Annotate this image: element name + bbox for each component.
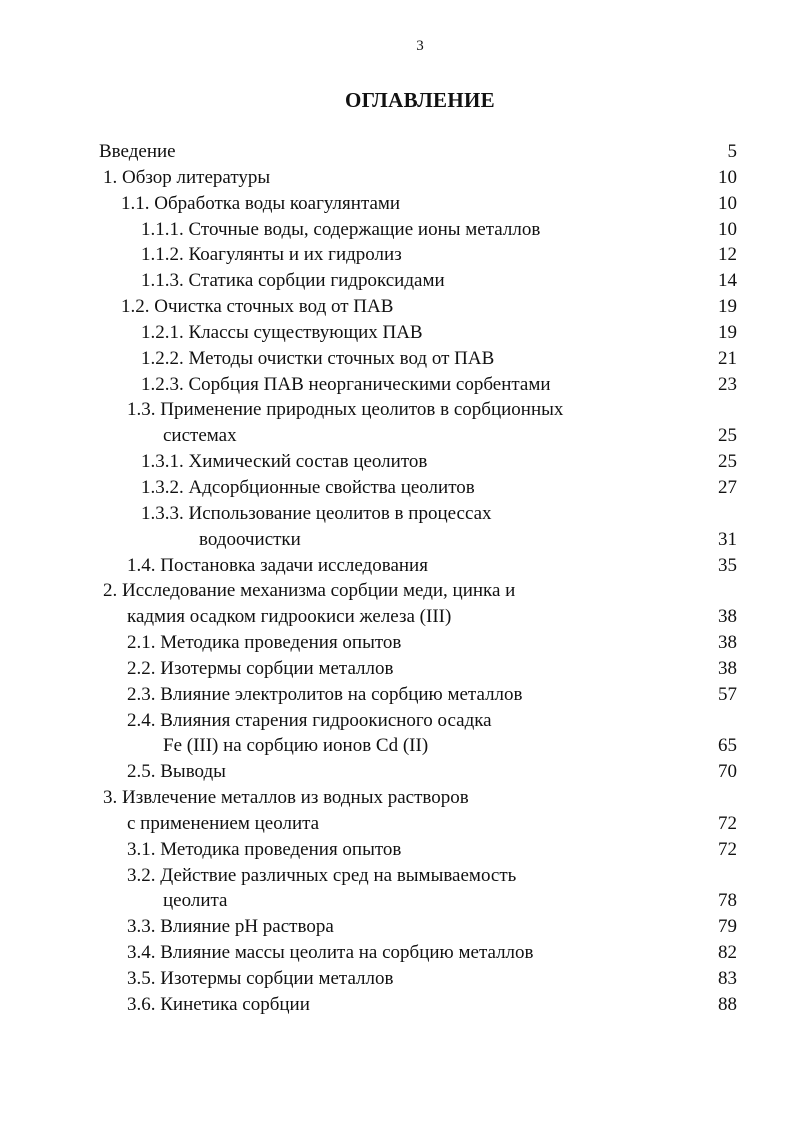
toc-entry-title: 3.5. Изотермы сорбции металлов (127, 968, 394, 989)
toc-entry (0, 888, 794, 914)
toc-entry-title: 3.6. Кинетика сорбции (127, 993, 310, 1015)
toc-entry (0, 733, 794, 759)
toc-entry-title: 2.2. Изотермы сорбции металлов (127, 657, 394, 679)
toc-entry (0, 682, 794, 708)
toc-entry-title: 2. Исследование механизма сорбции меди, цинка и (103, 580, 516, 602)
toc-entry (0, 837, 794, 863)
toc-entry (0, 320, 794, 346)
toc-entry-title: 1.1.1. Сточные воды, содержащие ионы металлов (141, 218, 541, 240)
toc-entry (0, 759, 794, 785)
toc-entry (0, 992, 794, 1018)
toc-entry-page: 72 (718, 838, 737, 860)
toc-entry (0, 914, 794, 940)
toc-entry-title: цеолита (163, 890, 228, 912)
toc-entry (0, 268, 794, 294)
toc-entry-page: 21 (718, 347, 737, 369)
toc-entry-page: 83 (718, 968, 737, 989)
toc-entry-page: 27 (718, 476, 737, 498)
toc-entry-title: 3.4. Влияние массы цеолита на сорбцию металлов (127, 942, 534, 964)
toc-entry (0, 708, 794, 734)
toc-entry-title: водоочистки (199, 528, 301, 550)
toc-entry-page: 19 (718, 296, 737, 318)
toc-entry-page: 10 (718, 166, 737, 188)
toc-entry-page: 65 (718, 735, 737, 757)
toc-entry-page: 10 (718, 192, 737, 214)
toc-entry-page: 31 (718, 528, 737, 550)
toc-entry-page: 38 (718, 606, 737, 628)
toc-entry-title: 1.2. Очистка сточных вод от ПАВ (121, 296, 394, 318)
toc-entry-page: 82 (718, 942, 737, 964)
toc-entry-page: 35 (718, 554, 737, 576)
toc-entry-title: 3.2. Действие различных сред на вымываемость (127, 864, 517, 886)
toc-entry-title: 1.4. Постановка задачи исследования (127, 554, 428, 576)
toc-entry (0, 372, 794, 398)
toc-entry (0, 217, 794, 243)
toc-entry-page: 10 (718, 218, 737, 240)
toc-entry-title: 1.1.2. Коагулянты и их гидролиз (141, 244, 402, 266)
toc-entry-page: 70 (718, 761, 737, 783)
toc-entry (0, 423, 794, 449)
toc-entry-page: 19 (718, 321, 737, 343)
toc-entry (0, 527, 794, 553)
toc-entry-title: 1.3.1. Химический состав цеолитов (141, 451, 428, 473)
toc-entry-title: 1.3. Применение природных цеолитов в сорбционных (127, 399, 564, 421)
toc-entry-page: 72 (718, 812, 737, 834)
toc-entry-title: Введение (99, 141, 176, 162)
table-of-contents (0, 139, 794, 1018)
toc-entry (0, 656, 794, 682)
toc-entry (0, 475, 794, 501)
toc-entry-title: кадмия осадком гидроокиси железа (III) (127, 606, 452, 628)
toc-entry (0, 578, 794, 604)
toc-entry-page: 78 (718, 890, 737, 912)
toc-entry-title: 2.5. Выводы (127, 761, 226, 783)
page-title: ОГЛАВЛЕНИЕ (345, 88, 495, 112)
toc-entry-page: 38 (718, 657, 737, 679)
toc-entry (0, 346, 794, 372)
toc-entry (0, 604, 794, 630)
toc-entry-title: 3.3. Влияние pH раствора (127, 916, 334, 938)
toc-entry (0, 242, 794, 268)
toc-entry (0, 139, 794, 165)
toc-entry-page: 14 (718, 270, 737, 292)
toc-entry-page: 25 (718, 425, 737, 447)
toc-entry-page: 88 (718, 993, 737, 1015)
toc-entry (0, 811, 794, 837)
toc-entry-page: 25 (718, 451, 737, 473)
toc-entry-title: с применением цеолита (127, 812, 320, 834)
toc-entry (0, 449, 794, 475)
toc-entry-title: 3.1. Методика проведения опытов (127, 838, 402, 860)
toc-entry-title: системах (163, 425, 237, 447)
toc-entry-title: 2.4. Влияния старения гидроокисного осадка (127, 709, 492, 731)
toc-entry (0, 863, 794, 889)
toc-entry (0, 501, 794, 527)
toc-entry (0, 966, 794, 992)
toc-entry-title: 1.3.3. Использование цеолитов в процессах (141, 502, 492, 524)
toc-entry-title: 2.3. Влияние электролитов на сорбцию металлов (127, 683, 523, 705)
toc-entry-title: 1. Обзор литературы (103, 166, 271, 188)
toc-entry (0, 397, 794, 423)
toc-entry (0, 191, 794, 217)
toc-entry-page: 5 (727, 141, 737, 162)
toc-entry-page: 23 (718, 373, 737, 395)
toc-entry-title: 1.1. Обработка воды коагулянтами (121, 192, 401, 214)
toc-entry (0, 165, 794, 191)
toc-entry-title: 1.1.3. Статика сорбции гидроксидами (141, 270, 445, 292)
toc-entry (0, 940, 794, 966)
toc-entry-title: 2.1. Методика проведения опытов (127, 632, 402, 654)
toc-entry-page: 38 (718, 632, 737, 654)
toc-entry-page: 79 (718, 916, 737, 938)
toc-entry-title: 1.2.2. Методы очистки сточных вод от ПАВ (141, 347, 495, 369)
toc-entry (0, 294, 794, 320)
toc-entry (0, 785, 794, 811)
toc-entry-page: 57 (718, 683, 737, 705)
page-number: 3 (416, 38, 424, 54)
toc-entry-page: 12 (718, 244, 737, 266)
toc-entry-title: 3. Извлечение металлов из водных растворов (103, 787, 469, 809)
toc-entry-title: 1.2.3. Сорбция ПАВ неорганическими сорбентами (141, 373, 551, 395)
toc-entry (0, 553, 794, 579)
toc-entry-title: 1.3.2. Адсорбционные свойства цеолитов (141, 476, 475, 498)
toc-entry-title: 1.2.1. Классы существующих ПАВ (141, 321, 423, 343)
toc-entry (0, 630, 794, 656)
toc-entry-title: Fe (III) на сорбцию ионов Cd (II) (163, 735, 429, 757)
